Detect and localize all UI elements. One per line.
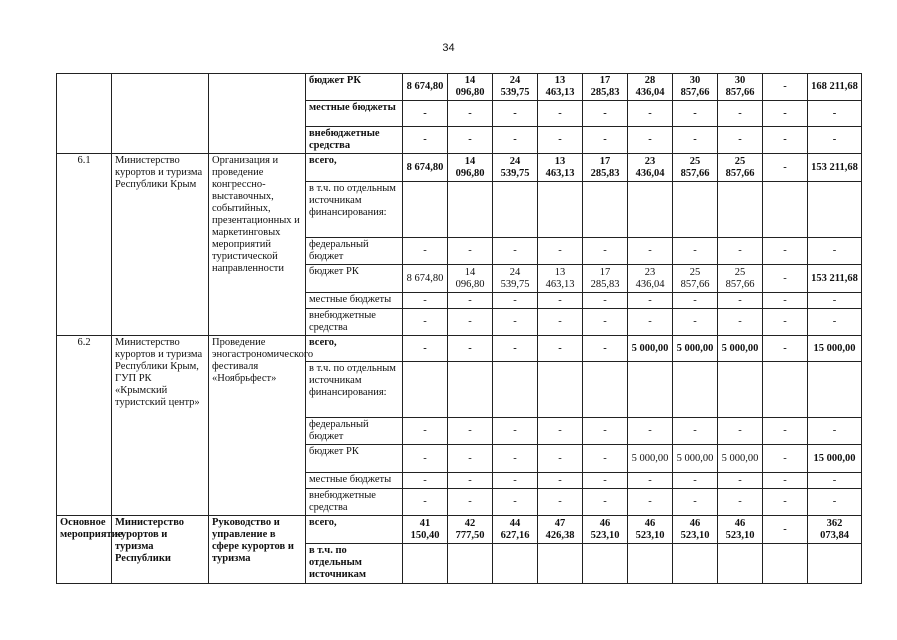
value-cell: 14 096,80 (448, 74, 493, 101)
value-cell: - (673, 489, 718, 516)
value-cell: - (763, 238, 808, 265)
event-name-cell: Руководство и управление в сфере курортов и туризма (209, 516, 306, 584)
value-cell: - (808, 489, 862, 516)
value-cell: 168 211,68 (808, 74, 862, 101)
value-cell: - (808, 238, 862, 265)
funding-source-cell: внебюджетные средства (306, 489, 403, 516)
value-cell: - (538, 473, 583, 489)
item-number-cell (57, 74, 112, 154)
value-cell (538, 544, 583, 584)
value-cell: - (763, 101, 808, 127)
value-cell: - (538, 101, 583, 127)
value-cell (673, 544, 718, 584)
value-cell: 5 000,00 (718, 336, 763, 362)
page-number: 34 (442, 42, 455, 54)
value-cell (583, 362, 628, 418)
value-cell: - (763, 74, 808, 101)
value-cell (493, 544, 538, 584)
table-row (57, 336, 862, 362)
value-cell (808, 182, 862, 238)
value-cell: 5 000,00 (673, 445, 718, 473)
value-cell: 14 096,80 (448, 154, 493, 182)
value-cell (448, 544, 493, 584)
value-cell: - (403, 489, 448, 516)
value-cell: - (673, 418, 718, 445)
value-cell: - (448, 336, 493, 362)
value-cell (718, 544, 763, 584)
value-cell: - (763, 418, 808, 445)
value-cell: - (403, 336, 448, 362)
value-cell: 8 674,80 (403, 265, 448, 293)
value-cell: - (673, 473, 718, 489)
value-cell: - (448, 473, 493, 489)
value-cell: - (403, 293, 448, 309)
value-cell: - (448, 238, 493, 265)
value-cell: 8 674,80 (403, 74, 448, 101)
event-name-cell: Организация и проведение конгрессно-выставочных, событийных, презентационных и маркетинговых мероприятий туристической направленности (209, 154, 306, 336)
funding-source-cell: бюджет РК (306, 74, 403, 101)
value-cell: - (763, 473, 808, 489)
table-row (57, 154, 862, 182)
budget-table (56, 73, 862, 584)
funding-source-cell: бюджет РК (306, 445, 403, 473)
funding-source-cell: в т.ч. по отдельным источникам финансирования: (306, 182, 403, 238)
value-cell: - (628, 293, 673, 309)
item-number-cell: 6.1 (57, 154, 112, 336)
value-cell: - (628, 489, 673, 516)
value-cell: 46 523,10 (673, 516, 718, 544)
value-cell: 13 463,13 (538, 265, 583, 293)
value-cell (763, 544, 808, 584)
value-cell (403, 182, 448, 238)
funding-source-cell: всего, (306, 154, 403, 182)
value-cell (538, 182, 583, 238)
value-cell (718, 362, 763, 418)
value-cell (718, 182, 763, 238)
funding-source-cell: местные бюджеты (306, 293, 403, 309)
value-cell: - (493, 309, 538, 336)
value-cell: - (673, 293, 718, 309)
value-cell: 14 096,80 (448, 265, 493, 293)
value-cell: 42 777,50 (448, 516, 493, 544)
value-cell (583, 544, 628, 584)
value-cell: - (628, 101, 673, 127)
value-cell: - (763, 336, 808, 362)
value-cell (538, 362, 583, 418)
value-cell: - (763, 154, 808, 182)
value-cell: - (673, 309, 718, 336)
value-cell (628, 362, 673, 418)
value-cell (763, 182, 808, 238)
funding-source-cell: всего, (306, 516, 403, 544)
value-cell: - (808, 473, 862, 489)
funding-source-cell: в т.ч. по отдельным источникам (306, 544, 403, 584)
value-cell: 44 627,16 (493, 516, 538, 544)
value-cell: - (718, 127, 763, 154)
executor-cell: Министерство курортов и туризма Республики Крым, ГУП РК «Крымский туристский центр» (112, 336, 209, 516)
value-cell: - (493, 489, 538, 516)
value-cell: - (493, 473, 538, 489)
executor-cell: Министерство курортов и туризма Республики (112, 516, 209, 584)
item-number-cell: 6.2 (57, 336, 112, 516)
value-cell: 362 073,84 (808, 516, 862, 544)
value-cell (493, 182, 538, 238)
value-cell (763, 362, 808, 418)
value-cell: - (538, 418, 583, 445)
value-cell: - (808, 309, 862, 336)
value-cell (808, 544, 862, 584)
value-cell: - (583, 293, 628, 309)
value-cell: - (763, 516, 808, 544)
value-cell: - (808, 101, 862, 127)
value-cell: - (583, 101, 628, 127)
table-row (57, 74, 862, 101)
value-cell: - (448, 293, 493, 309)
funding-source-cell: местные бюджеты (306, 101, 403, 127)
value-cell: - (718, 418, 763, 445)
value-cell: - (628, 473, 673, 489)
value-cell: - (493, 293, 538, 309)
value-cell: - (493, 445, 538, 473)
value-cell: 15 000,00 (808, 336, 862, 362)
value-cell: - (718, 473, 763, 489)
value-cell: - (583, 336, 628, 362)
funding-source-cell: местные бюджеты (306, 473, 403, 489)
value-cell: - (808, 418, 862, 445)
table-row (57, 516, 862, 544)
value-cell: 5 000,00 (718, 445, 763, 473)
funding-source-cell: федеральный бюджет (306, 238, 403, 265)
value-cell: 17 285,83 (583, 265, 628, 293)
value-cell: - (493, 127, 538, 154)
value-cell: - (808, 293, 862, 309)
value-cell: - (538, 293, 583, 309)
value-cell: 25 857,66 (718, 265, 763, 293)
value-cell: - (763, 265, 808, 293)
value-cell: - (763, 293, 808, 309)
value-cell: 30 857,66 (718, 74, 763, 101)
value-cell: 46 523,10 (583, 516, 628, 544)
value-cell: - (403, 127, 448, 154)
value-cell: - (538, 127, 583, 154)
value-cell: 47 426,38 (538, 516, 583, 544)
value-cell: - (403, 238, 448, 265)
value-cell: - (718, 238, 763, 265)
value-cell: 13 463,13 (538, 154, 583, 182)
funding-source-cell: внебюджетные средства (306, 309, 403, 336)
value-cell: - (448, 309, 493, 336)
value-cell: 5 000,00 (673, 336, 718, 362)
event-name-cell: Проведение эногастрономического фестиваля «Ноябрьфест» (209, 336, 306, 516)
value-cell: - (448, 418, 493, 445)
value-cell: 25 857,66 (718, 154, 763, 182)
value-cell: - (718, 309, 763, 336)
value-cell: - (493, 101, 538, 127)
value-cell: - (538, 238, 583, 265)
value-cell: 13 463,13 (538, 74, 583, 101)
value-cell: - (628, 127, 673, 154)
value-cell: 23 436,04 (628, 265, 673, 293)
value-cell: 25 857,66 (673, 154, 718, 182)
value-cell: 46 523,10 (628, 516, 673, 544)
value-cell: - (403, 101, 448, 127)
value-cell: - (673, 127, 718, 154)
value-cell: 17 285,83 (583, 154, 628, 182)
value-cell: 24 539,75 (493, 74, 538, 101)
value-cell: 41 150,40 (403, 516, 448, 544)
value-cell (628, 544, 673, 584)
funding-source-cell: внебюджетные средства (306, 127, 403, 154)
value-cell: - (763, 127, 808, 154)
value-cell: - (448, 101, 493, 127)
value-cell (583, 182, 628, 238)
value-cell: - (628, 309, 673, 336)
event-name-cell (209, 74, 306, 154)
value-cell: 5 000,00 (628, 336, 673, 362)
value-cell: - (718, 101, 763, 127)
value-cell (493, 362, 538, 418)
value-cell: - (493, 418, 538, 445)
value-cell: 153 211,68 (808, 265, 862, 293)
value-cell: - (808, 127, 862, 154)
value-cell (403, 362, 448, 418)
value-cell: - (448, 489, 493, 516)
value-cell: - (628, 238, 673, 265)
value-cell: - (538, 309, 583, 336)
value-cell: 17 285,83 (583, 74, 628, 101)
value-cell: 46 523,10 (718, 516, 763, 544)
value-cell: - (448, 445, 493, 473)
value-cell: - (493, 238, 538, 265)
funding-source-cell: в т.ч. по отдельным источникам финансирования: (306, 362, 403, 418)
value-cell: - (718, 293, 763, 309)
value-cell (673, 182, 718, 238)
value-cell: 28 436,04 (628, 74, 673, 101)
value-cell: - (763, 309, 808, 336)
value-cell: 153 211,68 (808, 154, 862, 182)
value-cell (403, 544, 448, 584)
funding-source-cell: бюджет РК (306, 265, 403, 293)
value-cell: 24 539,75 (493, 265, 538, 293)
value-cell: - (448, 127, 493, 154)
value-cell: - (403, 418, 448, 445)
value-cell: - (538, 489, 583, 516)
value-cell: - (403, 445, 448, 473)
item-number-cell: Основное мероприятие (57, 516, 112, 584)
value-cell: - (583, 418, 628, 445)
value-cell (673, 362, 718, 418)
value-cell: - (673, 238, 718, 265)
value-cell (628, 182, 673, 238)
value-cell: - (628, 418, 673, 445)
value-cell: 15 000,00 (808, 445, 862, 473)
funding-source-cell: всего, (306, 336, 403, 362)
value-cell: 30 857,66 (673, 74, 718, 101)
value-cell: - (538, 336, 583, 362)
value-cell (808, 362, 862, 418)
value-cell: - (538, 445, 583, 473)
value-cell (448, 182, 493, 238)
value-cell: - (583, 445, 628, 473)
value-cell (448, 362, 493, 418)
value-cell: 5 000,00 (628, 445, 673, 473)
funding-source-cell: федеральный бюджет (306, 418, 403, 445)
value-cell: - (583, 238, 628, 265)
value-cell: - (403, 473, 448, 489)
value-cell: - (718, 489, 763, 516)
value-cell: - (583, 473, 628, 489)
value-cell: 24 539,75 (493, 154, 538, 182)
value-cell: - (583, 309, 628, 336)
value-cell: - (493, 336, 538, 362)
value-cell: - (403, 309, 448, 336)
value-cell: - (763, 489, 808, 516)
value-cell: 25 857,66 (673, 265, 718, 293)
value-cell: - (583, 127, 628, 154)
value-cell: 23 436,04 (628, 154, 673, 182)
value-cell: - (583, 489, 628, 516)
executor-cell (112, 74, 209, 154)
value-cell: - (673, 101, 718, 127)
value-cell: 8 674,80 (403, 154, 448, 182)
value-cell: - (763, 445, 808, 473)
executor-cell: Министерство курортов и туризма Республики Крым (112, 154, 209, 336)
